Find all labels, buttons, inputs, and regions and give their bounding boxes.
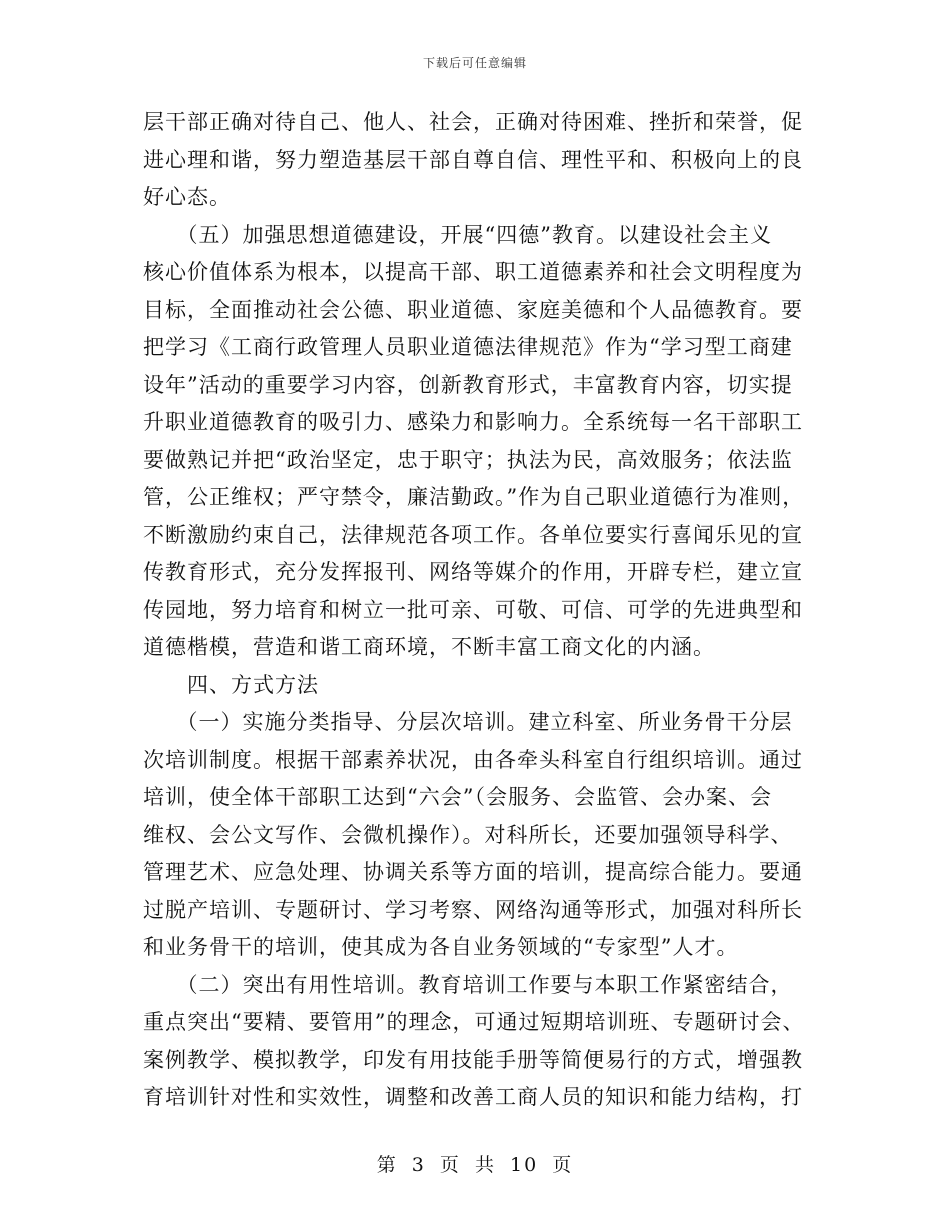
text-line: （二）突出有用性培训。教育培训工作要与本职工作紧密结合， (143, 972, 793, 997)
text-line: （一）实施分类指导、分层次培训。建立科室、所业务骨干分层 (143, 710, 793, 734)
text-line: 升职业道德教育的吸引力、感染力和影响力。全系统每一名干部职工 (143, 410, 803, 434)
text-line: 案例教学、模拟教学，印发有用技能手册等简便易行的方式，增强教 (143, 1047, 803, 1072)
text-line: 传教育形式，充分发挥报刊、网络等媒介的作用，开辟专栏，建立宣 (143, 560, 803, 584)
text-line: 要做熟记并把“政治坚定，忠于职守；执法为民，高效服务；依法监 (143, 447, 793, 472)
text-line: 传园地，努力培育和树立一批可亲、可敬、可信、可学的先进典型和 (143, 597, 803, 622)
text-line: 过脱产培训、专题研讨、学习考察、网络沟通等形式，加强对科所长 (143, 897, 803, 922)
text-line: 进心理和谐，努力塑造基层干部自尊自信、理性平和、积极向上的良 (143, 147, 803, 172)
text-line: 管理艺术、应急处理、协调关系等方面的培训，提高综合能力。要通 (143, 860, 803, 884)
text-line: 核心价值体系为根本，以提高干部、职工道德素养和社会文明程度为 (143, 260, 803, 284)
text-line: 次培训制度。根据干部素养状况，由各牵头科室自行组织培训。通过 (143, 747, 803, 772)
text-line: 重点突出“要精、要管用”的理念，可通过短期培训班、专题研讨会、 (143, 1010, 805, 1034)
text-line: 不断激励约束自己，法律规范各项工作。各单位要实行喜闻乐见的宣 (143, 522, 803, 547)
text-line: 培训，使全体干部职工达到“六会”（会服务、会监管、会办案、会 (143, 785, 772, 809)
text-line: 管，公正维权；严守禁令，廉洁勤政。”作为自己职业道德行为准则， (143, 485, 805, 509)
text-line: 道德楷模，营造和谐工商环境，不断丰富工商文化的内涵。 (143, 635, 715, 659)
text-line: 好心态。 (143, 185, 231, 209)
text-line: 育培训针对性和实效性，调整和改善工商人员的知识和能力结构，打 (143, 1085, 803, 1109)
text-line: 维权、会公文写作、会微机操作）。对科所长，还要加强领导科学、 (143, 822, 793, 847)
page-number-footer: 第 3 页 共 10 页 (376, 1154, 574, 1176)
text-line: 把学习《工商行政管理人员职业道德法律规范》作为“学习型工商建 (143, 335, 793, 359)
text-line: 目标，全面推动社会公德、职业道德、家庭美德和个人品德教育。要 (143, 297, 803, 322)
text-line: 层干部正确对待自己、他人、社会，正确对待困难、挫折和荣誉，促 (143, 110, 803, 134)
text-line: （五）加强思想道德建设，开展“四德”教育。以建设社会主义 (143, 222, 772, 247)
section-heading: 四、方式方法 (143, 672, 319, 697)
page-header: 下载后可任意编辑 (422, 56, 527, 70)
text-line: 设年”活动的重要学习内容，创新教育形式，丰富教育内容，切实提 (143, 372, 793, 397)
document-body (143, 104, 815, 1117)
text-line: 和业务骨干的培训，使其成为各自业务领域的“专家型”人才。 (143, 935, 739, 959)
